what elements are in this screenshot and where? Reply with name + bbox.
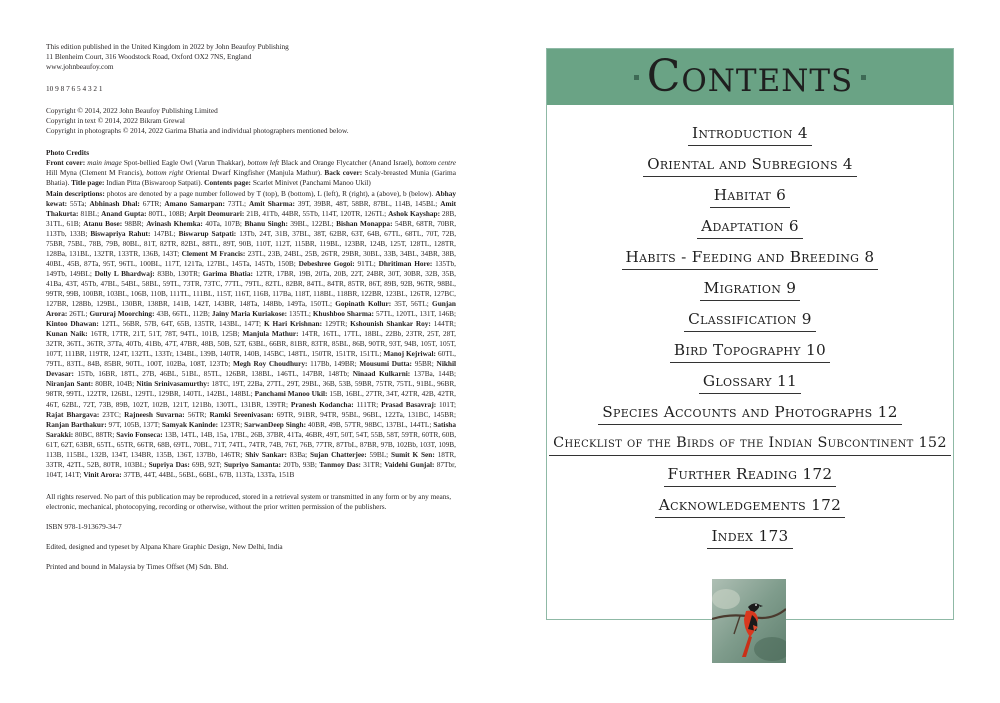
credit-photographer: Khushboo Sharma: (312, 309, 374, 319)
toc-entry-label: Adaptation 6 (697, 214, 803, 239)
toc-item (547, 524, 953, 555)
scarlet-minivet-photo (712, 579, 786, 663)
credit-photographer: Arpit Deomurari: (188, 208, 245, 218)
toc-entry-label: Introduction 4 (688, 121, 812, 146)
credit-pages: 67TR; (142, 198, 162, 208)
credit-pages: 111TR; (356, 399, 379, 409)
credit-photographer: Anand Gupta: (101, 208, 147, 218)
credit-photographer: Panchami Manoo Ukil: (254, 389, 328, 399)
credit-photographer: Prasad Basavraj: (381, 399, 437, 409)
credit-pages: 135TL; (289, 309, 311, 319)
credit-photographer: Supriya Das: (148, 459, 190, 469)
credit-photographer: K Hari Krishnan: (263, 319, 323, 329)
credit-pages: 135Tb, 149Tb, 149BL; (46, 258, 456, 278)
photo-credits-heading: Photo Credits (46, 148, 90, 158)
credit-pages: 97T, 105B, 137T; (108, 419, 160, 429)
credit-photographer: SarwanDeep Singh: (244, 419, 307, 429)
credit-photographer: Atanu Bose: (83, 218, 123, 228)
credit-photographer: Rajat Bhargava: (46, 409, 100, 419)
credit-pages: 13B, 14TL, 14B, 15a, 17BL, 26B, 37BR, 41Ta, 46BR, 49T, 50T, 54T, 55B, 58T, 59TR, 60TR, 60B, 61T, 62T, 63BR, 65TL, 65TR, 66TR, 68B, 69TL, 70BL, 71T, 74TL, 74TR, 74B, 76T, 76B, 77TR, 87TbL, 87BR, 97B, 102Bb, 103T, 109B, 113B, 115BL, 132B, 134T, 134BR, 135B, 136T, 137Bb, 146TR; (46, 429, 457, 459)
credit-photographer: Manjula Mathur: (242, 329, 299, 339)
contents-title: Contents (646, 51, 854, 102)
credit-pages: 39BL, 122BL; (290, 218, 334, 228)
credit-photographer: Dhritiman Hore: (378, 258, 433, 268)
bird-illustration (712, 579, 786, 663)
credit-photographer: Biswarup Satpati: (178, 228, 237, 238)
credit-photographer: Tanmoy Das: (319, 459, 361, 469)
toc-entry-label: Migration 9 (700, 276, 801, 301)
copyright-publisher: Copyright © 2014, 2022 John Beaufoy Publishing Limited (46, 106, 218, 116)
toc-entry-label: Oriental and Subregions 4 (643, 152, 857, 177)
credit-pages: 20Tb, 93B; (283, 459, 317, 469)
credit-photographer: Gopinath Kollur: (335, 299, 392, 309)
credit-pages: 21B, 41Tb, 44BR, 55Tb, 114T, 120TR, 126TL; (246, 208, 387, 218)
publisher-line: This edition published in the United Kingdom in 2022 by John Beaufoy Publishing (46, 42, 289, 51)
design-credit: Edited, designed and typeset by Alpana Khare Graphic Design, New Delhi, India (46, 542, 283, 552)
credit-photographer: Garima Bhatia: (202, 268, 253, 278)
credit-pages: 14TR, 16TL, 17TL, 18BL, 22Bb, 23TR, 25T, 28T, 32TR, 36TL, 36TR, 37Ta, 40Tb, 41Bb, 47T, 47BR, 48B, 50B, 52T, 63BL, 66BR, 81BR, 83TR, 85BL, 86B, 90TR, 93T, 94B, 105T, 105T, 107T, 111BR, 119TR, 124T, 132TL, 133Tr, 134BL, 139B, 140TR, 140B, 145BC, 148TL, 150TR, 151TR, 151TL; (46, 329, 457, 359)
toc-list (547, 121, 953, 555)
credit-pages: 83Bb, 130TR; (157, 268, 201, 278)
credit-photographer: Ninaad Kulkarni: (352, 369, 411, 379)
credit-photographer: Nitin Srinivasamurthy: (136, 379, 210, 389)
credit-pages: 147BL; (153, 228, 176, 238)
toc-entry-label: Glossary 11 (699, 369, 801, 394)
toc-entry-label: Species Accounts and Photographs 12 (598, 400, 902, 425)
toc-entry-label: Bird Topography 10 (670, 338, 830, 363)
credit-pages: 40Ta, 107B; (205, 218, 242, 228)
credit-photographer: Avinash Khemka: (146, 218, 203, 228)
credit-photographer: Sujan Chatterjee: (310, 449, 367, 459)
credit-photographer: Niranjan Sant: (46, 379, 94, 389)
credit-pages: 26TL; (69, 309, 88, 319)
credit-photographer: Megh Roy Choudhury: (232, 359, 308, 369)
contents-header (547, 49, 953, 105)
credit-photographer: Ramki Sreenivasan: (209, 409, 274, 419)
credit-pages: 144TR; (433, 319, 457, 329)
credit-photographer: Abhay kewat: (46, 188, 456, 208)
credit-pages: 81BL; (80, 208, 100, 218)
credit-pages: 91TL; (357, 258, 376, 268)
toc-item (547, 276, 953, 307)
toc-entry-label: Checklist of the Birds of the Indian Subcontinent 152 (549, 431, 951, 456)
credit-pages: 59BL; (369, 449, 389, 459)
toc-item (547, 493, 953, 524)
credit-pages: 18TR, 33TR, 42TL, 52B, 80TR, 103BL; (46, 449, 457, 469)
credit-pages: 40BR, 49B, 57TR, 98BC, 137BL, 144TL; (307, 419, 432, 429)
toc-item (547, 245, 953, 276)
title-dot-left (634, 75, 639, 80)
copyright-text: Copyright in text © 2014, 2022 Bikram Grewal (46, 116, 185, 126)
credit-photographer: Bhanu Singh: (244, 218, 288, 228)
credit-photographer: Sumit K Sen: (391, 449, 435, 459)
publisher-website: www.johnbeaufoy.com (46, 62, 114, 72)
credit-photographer: Clement M Francis: (181, 248, 246, 258)
credit-pages: 54BR, 68TR, 70BR, 113Tb, 133B; (46, 218, 457, 238)
credit-pages: 129TR; (324, 319, 348, 329)
credit-photographer: Ranjan Barthakur: (46, 419, 107, 429)
credit-pages: 16TR, 17TR, 21T, 51T, 78T, 94TL, 101B, 125B; (90, 329, 240, 339)
credit-pages: 80BR, 104B; (95, 379, 135, 389)
toc-item (547, 369, 953, 400)
credit-pages: 18TC, 19T, 22Ba, 27TL, 29T, 29BL, 36B, 53B, 59BR, 75TR, 75TL, 91BL, 96BR, 98TR, 99TL, 122TR, 126BL, 129TL, 129BR, 140TL, 142BL, 148BL; (46, 379, 457, 399)
credit-photographer: Pranesh Kodancha: (290, 399, 354, 409)
credit-photographer: Vaidehi Gunjal: (384, 459, 435, 469)
contents-panel (546, 48, 954, 620)
credit-pages: 117Bb, 149BR; (310, 359, 357, 369)
photo-credits (46, 148, 456, 480)
credit-pages: 69TR, 91BR, 94TR, 95BL, 96BL, 122Ta, 131BC, 145BR; (276, 409, 456, 419)
credit-pages: 23TL, 23B, 24BL, 25B, 26TR, 29BR, 30BL, 33B, 34BL, 34BR, 38B, 40BL, 45B, 87Ta, 95T, 96TL, 100BL, 117T, 121Ta, 127BL, 145Ta, 145Tb, 150B; (46, 248, 456, 268)
credit-photographer: Samyak Kaninde: (161, 419, 219, 429)
credit-photographer: Nikhil Devasar: (46, 359, 457, 379)
toc-item (547, 152, 953, 183)
credit-pages: 98BR; (124, 218, 144, 228)
credit-pages: 80BC, 88TR; (75, 429, 115, 439)
credit-pages: 73TL; (227, 198, 247, 208)
credit-photographer: Abhinash Dhal: (89, 198, 140, 208)
credit-photographer: Ashok Kayshap: (388, 208, 441, 218)
credit-pages: 101T; (439, 399, 457, 409)
credit-pages: 35T, 56TL; (394, 299, 429, 309)
print-line: 10 9 8 7 6 5 4 3 2 1 (46, 84, 103, 94)
credit-pages: 83Ba; (289, 449, 308, 459)
credit-photographer: Manoj Kejriwal: (383, 349, 436, 359)
credit-photographer: Amit Thakurta: (46, 198, 457, 218)
credit-photographer: Mousumi Dutta: (359, 359, 412, 369)
credit-pages: 123TR; (219, 419, 243, 429)
credit-pages: 80TL, 108B; (148, 208, 187, 218)
credit-photographer: Gururaj Moorching: (89, 309, 155, 319)
toc-item (547, 121, 953, 152)
credit-photographer: Bishan Monappa: (336, 218, 393, 228)
toc-entry-label: Classification 9 (684, 307, 816, 332)
credit-photographer: Debeshree Gogoi: (298, 258, 355, 268)
imprint-page (46, 42, 456, 572)
credit-pages: 15B, 16BL, 27TR, 34T, 42TR, 42B, 42TR, 46T, 62BL, 72T, 73B, 89B, 102T, 102B, 121T, 121Bb, 130TL, 131BR, 139TR; (46, 389, 456, 409)
credit-photographer: Savio Fonseca: (116, 429, 163, 439)
toc-entry-label: Habitat 6 (710, 183, 790, 208)
credit-photographer: Gunjan Arora: (46, 299, 456, 319)
credit-pages: 95BR; (414, 359, 434, 369)
credit-pages: 12TR, 17BR, 19B, 20Ta, 20B, 22T, 24BR, 30T, 30BR, 32B, 35B, 41Ba, 43T, 45Tb, 47BL, 54BL, 58BL, 59TL, 73TR, 73TC, 77TL, 79TL, 82TL, 82BR, 84TL, 84TR, 85TR, 86T, 89B, 92B, 96TR, 98BL, 99TR, 99B, 100BR, 103BL, 106B, 110B, 111TL, 111BL, 115T, 116T, 116B, 117Ba, 118T, 118BL, 118BR, 122BR, 123BL, 126TR, 127BC, 127BR, 128Bb, 129BL, 130BR, 138BR, 141B, 142T, 143BR, 148Ta, 148Bb, 149Ta, 150TL; (46, 268, 456, 309)
toc-item (547, 338, 953, 369)
credit-photographer: Dolly L Bhardwaj: (94, 268, 155, 278)
credit-pages: 69B, 92T; (192, 459, 222, 469)
credit-photographer: Kunan Naik: (46, 329, 88, 339)
credit-pages: 12TL, 56BR, 57B, 64T, 65B, 135TR, 143BL, 147T; (101, 319, 262, 329)
toc-entry-label: Further Reading 172 (664, 462, 837, 487)
title-dot-right (861, 75, 866, 80)
credit-photographer: Satisha Sarakki: (46, 419, 456, 439)
credit-photographer: Shiv Sankar: (245, 449, 287, 459)
credit-photographer: Vinit Arora: (83, 469, 122, 479)
toc-entry-label: Habits - Feeding and Breeding 8 (622, 245, 879, 270)
copyright-photos: Copyright in photographs © 2014, 2022 Garima Bhatia and individual photographers mentioned below. (46, 126, 349, 136)
credit-pages: 23TC; (102, 409, 122, 419)
credit-pages: 55Ta; (70, 198, 87, 208)
credit-photographer: Kshounish Shankar Roy: (350, 319, 431, 329)
credit-pages: 43B, 66TL, 112B; (156, 309, 210, 319)
toc-item (547, 214, 953, 245)
credit-list: Main descriptions: photos are denoted by a page number followed by T (top), B (bottom), L (left), R (right), a (above), b (below). Abhay kewat: 55Ta; Abhinash Dhal: 67TR; Amano Samarpan: 73TL; Amit Sharma: 39T, 39BR, 48T, 58BR, 87BL, 114B, 145BL; Amit Thakurta: 81BL; Anand Gupta: 80TL, 108B; Arpit Deomurari: 21B, 41Tb, 44BR, 55Tb, 114T, 120TR, 126TL; Ashok Kayshap: 28B, 31TL, 61B; Atanu Bose: 98BR; Avinash Khemka: 40Ta, 107B; Bhanu Singh: 39BL, 122BL; Bishan Monappa: 54BR, 68TR, 70BR, 113Tb, 133B; Biswapriya Rahut: 147BL; Biswarup Satpati: 13Tb, 24T, 31B, 37BL, 38T, 62BR, 63T, 64B, 67TL, 68TL, 70T, 72B, 75BR, 75BL, 78B, 79B, 80BL, 81T, 82TR, 82BL, 88TL, 89T, 90B, 110T, 112T, 115BR, 119BL, 123BR, 124B, 125T, 128TL, 128TR, 128Ba, 131BL, 132TR, 133TR, 136B, 143T; Clement M Francis: 23TL, 23B, 24BL, 25B, 26TR, 29BR, 30BL, 33B, 34BL, 34BR, 38B, 40BL, 45B, 87Ta, 95T, 96TL, 100BL, 117T, 121Ta, 127BL, 145Ta, 145Tb, 150B; Debeshree Gogoi: 91TL; Dhritiman Hore: 135Tb, 149Tb, 149BL; Dolly L Bhardwaj: 83Bb, 130TR; Garima Bhatia: 12TR, 17BR, 19B, 20Ta, 20B, 22T, 24BR, 30T, 30BR, 32B, 35B, 41Ba, 43T, 45Tb, 47BL, 54BL, 58BL, 59TL, 73TR, 73TC, 77TL, 79TL, 82TL, 82BR, 84TL, 84TR, 85TR, 86T, 89B, 92B, 96TR, 98BL, 99TR, 99B, 100BR, 103BL, 106B, 110B, 111TL, 111BL, 115T, 116T, 116B, 117Ba, 118T, 118BL, 118BR, 122BR, 123BL, 126TR, 127BC, 127BR, 128Bb, 129BL, 130BR, 138BR, 141B, 142T, 143BR, 148Ta, 148Bb, 149Ta, 150TL; Gopinath Kollur: 35T, 56TL; Gunjan Arora: 26TL; Gururaj Moorching: 43B, 66TL, 112B; Jainy Maria Kuriakose: 135TL; Khushboo Sharma: 57TL, 120TL, 131T, 146B; Kintoo Dhawan: 12TL, 56BR, 57B, 64T, 65B, 135TR, 143BL, 147T; K Hari Krishnan: 129TR; Kshounish Shankar Roy: 144TR; Kunan Naik: 16TR, 17TR, 21T, 51T, 78T, 94TL, 101B, 125B; Manjula Mathur: 14TR, 16TL, 17TL, 18BL, 22Bb, 23TR, 25T, 28T, 32TR, 36TL, 36TR, 37Ta, 40Tb, 41Bb, 47T, 47BR, 48B, 50B, 52T, 63BL, 66BR, 81BR, 83TR, 85BL, 86B, 90TR, 93T, 94B, 105T, 105T, 107T, 111BR, 119TR, 124T, 132TL, 133Tr, 134BL, 139B, 140TR, 140B, 145BC, 148TL, 150TR, 151TR, 151TL; Manoj Kejriwal: 60TL, 79TL, 83TL, 84B, 85BR, 90TL, 100T, 102Ba, 108T, 123Tb; Megh Roy Choudhury: 117Bb, 149BR; Mousumi Dutta: 95BR; Nikhil Devasar: 15Tb, 16BR, 18TL, 27B, 46BL, 51BL, 85TL, 126BR, 138BL, 146TL, 147BR, 148Tb; Ninaad Kulkarni: 137Ba, 144B; Niranjan Sant: 80BR, 104B; Nitin Srinivasamurthy: 18TC, 19T, 22Ba, 27TL, 29T, 29BL, 36B, 53B, 59BR, 75TR, 75TL, 91BL, 96BR, 98TR, 99TL, 122TR, 126BL, 129TL, 129BR, 140TL, 142BL, 148BL; Panchami Manoo Ukil: 15B, 16BL, 27TR, 34T, 42TR, 42B, 42TR, 46T, 62BL, 72T, 73B, 89B, 102T, 102B, 121T, 121Bb, 130TL, 131BR, 139TR; Pranesh Kodancha: 111TR; Prasad Basavraj: 101T; Rajat Bhargava: 23TC; Rajneesh Suvarna: 56TR; Ramki Sreenivasan: 69TR, 91BR, 94TR, 95BL, 96BL, 122Ta, 131BC, 145BR; Ranjan Barthakur: 97T, 105B, 137T; Samyak Kaninde: 123TR; SarwanDeep Singh: 40BR, 49B, 57TR, 98BC, 137BL, 144TL; Satisha Sarakki: 80BC, 88TR; Savio Fonseca: 13B, 14TL, 14B, 15a, 17BL, 26B, 37BR, 41Ta, 46BR, 49T, 50T, 54T, 55B, 58T, 59TR, 60TR, 60B, 61T, 62T, 63BR, 65TL, 65TR, 66TR, 68B, 69TL, 70BL, 71T, 74TL, 74TR, 74B, 76T, 76B, 77TR, 87TbL, 87BR, 97B, 102Bb, 103T, 109B, 113B, 115BL, 132B, 134T, 134BR, 135B, 136T, 137Bb, 146TR; Shiv Sankar: 83Ba; Sujan Chatterjee: 59BL; Sumit K Sen: 18TR, 33TR, 42TL, 52B, 80TR, 103BL; Supriya Das: 69B, 92T; Supriyo Samanta: 20Tb, 93B; Tanmoy Das: 31TR; Vaidehi Gunjal: 87Tbr, 104T, 141T; Vinit Arora: 37TB, 44T, 44BL, 56BL, 66BL, 67B, 113Ta, 133Ta, 151B (46, 188, 457, 479)
credit-pages: 15Tb, 16BR, 18TL, 27B, 46BL, 51BL, 85TL, 126BR, 138BL, 146TL, 147BR, 148Tb; (77, 369, 350, 379)
credit-pages: 60TL, 79TL, 83TL, 84B, 85BR, 90TL, 100T, 102Ba, 108T, 123Tb; (46, 349, 456, 369)
toc-item (547, 431, 953, 462)
credit-photographer: Amit Sharma: (249, 198, 295, 208)
isbn: ISBN 978-1-913679-34-7 (46, 521, 122, 531)
credit-pages: 37TB, 44T, 44BL, 56BL, 66BL, 67B, 113Ta, 133Ta, 151B (123, 469, 295, 479)
credit-photographer: Biswapriya Rahut: (90, 228, 151, 238)
toc-item (547, 307, 953, 338)
credit-pages: 57TL, 120TL, 131T, 146B; (375, 309, 456, 319)
credit-pages: 13Tb, 24T, 31B, 37BL, 38T, 62BR, 63T, 64B, 67TL, 68TL, 70T, 72B, 75BR, 75BL, 78B, 79B, 80BL, 81T, 82TR, 82BL, 88TL, 89T, 90B, 110T, 112T, 115BR, 119BL, 123BR, 124B, 125T, 128TL, 128TR, 128Ba, 131BL, 132TR, 133TR, 136B, 143T; (46, 228, 457, 258)
credit-photographer: Supriyo Samanta: (223, 459, 281, 469)
toc-item (547, 462, 953, 493)
print-credit: Printed and bound in Malaysia by Times Offset (M) Sdn. Bhd. (46, 562, 229, 572)
toc-item (547, 183, 953, 214)
toc-entry-label: Index 173 (707, 524, 792, 549)
cover-credits: Front cover: main image Spot-bellied Eagle Owl (Varun Thakkar), bottom left Black and Orange Flycatcher (Anand Israel), bottom centre Hill Myna (Clement M Francis), bottom right Oriental Dwarf Kingfisher (Manjula Mathur). Back cover: Scaly-breasted Munia (Garima Bhatia). Title page: Indian Pitta (Biswaroop Satpati). Contents page: Scarlet Minivet (Panchami Manoo Ukil) (46, 158, 457, 188)
credit-pages: 137Ba, 144B; (413, 369, 456, 379)
publisher-address: 11 Blenheim Court, 316 Woodstock Road, Oxford OX2 7NS, England (46, 52, 252, 62)
credit-photographer: Kintoo Dhawan: (46, 319, 99, 329)
credit-pages: 87Tbr, 104T, 141T; (46, 459, 457, 479)
credit-pages: 39T, 39BR, 48T, 58BR, 87BL, 114B, 145BL; (297, 198, 438, 208)
rights-statement: All rights reserved. No part of this publication may be reproduced, stored in a retrieval system or transmitted in any form or by any means, electronic, mechanical, photocopying, recording or otherwise, without the prior written permission of the publishers. (46, 491, 452, 511)
credit-photographer: Jainy Maria Kuriakose: (211, 309, 288, 319)
toc-entry-label: Acknowledgements 172 (655, 493, 845, 518)
credit-pages: 56TR; (187, 409, 207, 419)
credit-pages: 31TR; (363, 459, 382, 469)
credit-pages: 28B, 31TL, 61B; (46, 208, 457, 228)
toc-item (547, 400, 953, 431)
credit-photographer: Rajneesh Suvarna: (124, 409, 185, 419)
credit-photographer: Amano Samarpan: (164, 198, 225, 208)
